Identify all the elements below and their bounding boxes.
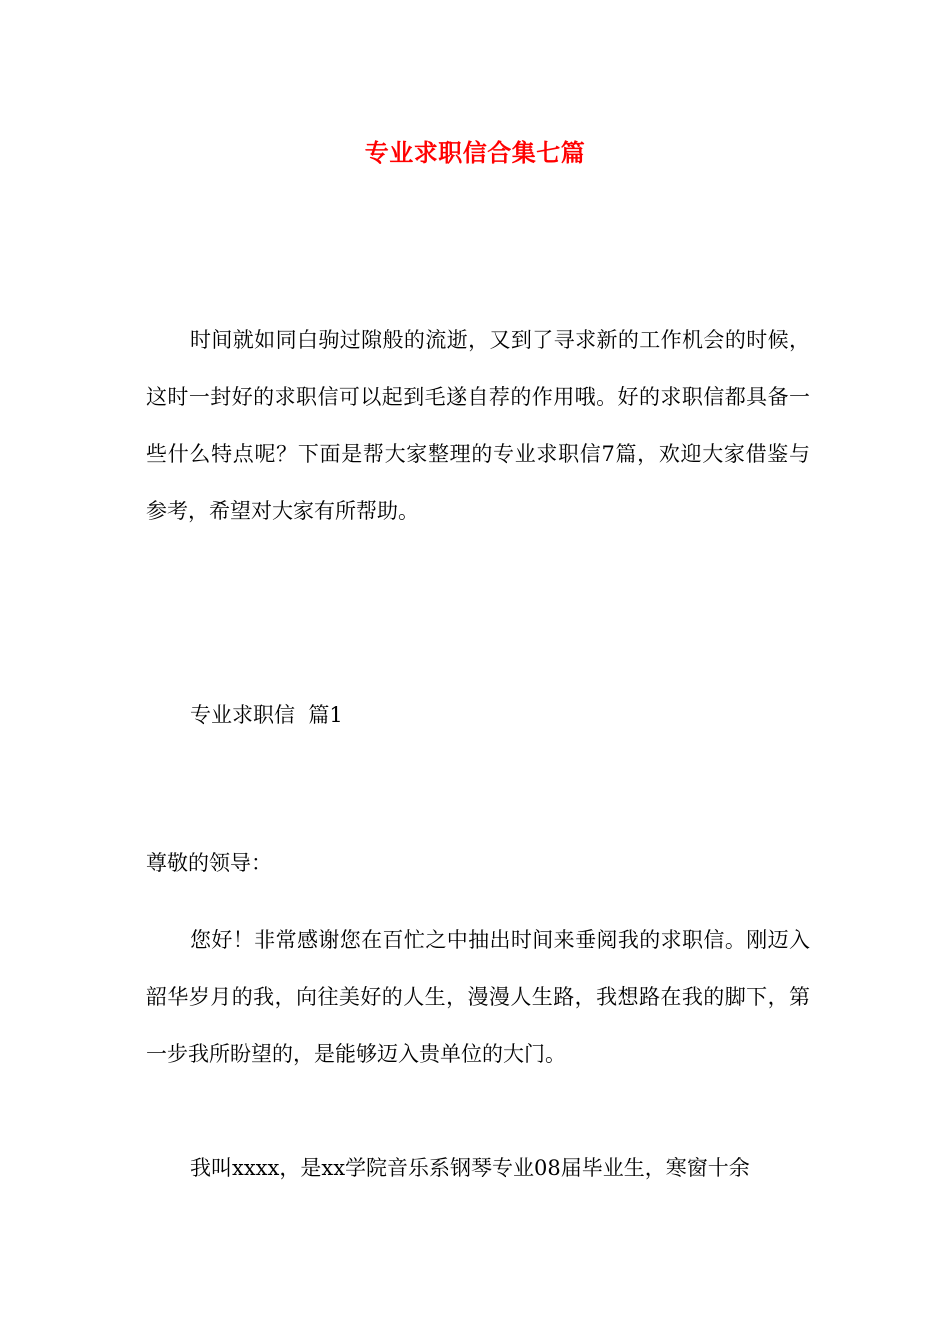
- document-title: 专业求职信合集七篇: [364, 138, 586, 167]
- salutation: 尊敬的领导：: [146, 851, 272, 875]
- body-paragraph: 我叫xxxx，是xx学院音乐系钢琴专业08届毕业生，寒窗十余: [190, 1156, 750, 1180]
- intro-paragraph: 时间就如同白驹过隙般的流逝，又到了寻求新的工作机会的时候，这时一封好的求职信可以起到毛遂自荐的作用哦。好的求职信都具备一些什么特点呢？下面是帮大家整理的专业求职信7篇，欢迎大家借鉴与参考，希望对大家有所帮助。: [146, 328, 810, 523]
- body-paragraph: 您好！非常感谢您在百忙之中抽出时间来垂阅我的求职信。刚迈入韶华岁月的我，向往美好的人生，漫漫人生路，我想路在我的脚下，第一步我所盼望的，是能够迈入贵单位的大门。: [146, 928, 810, 1066]
- section-heading: 专业求职信 篇1: [190, 703, 343, 727]
